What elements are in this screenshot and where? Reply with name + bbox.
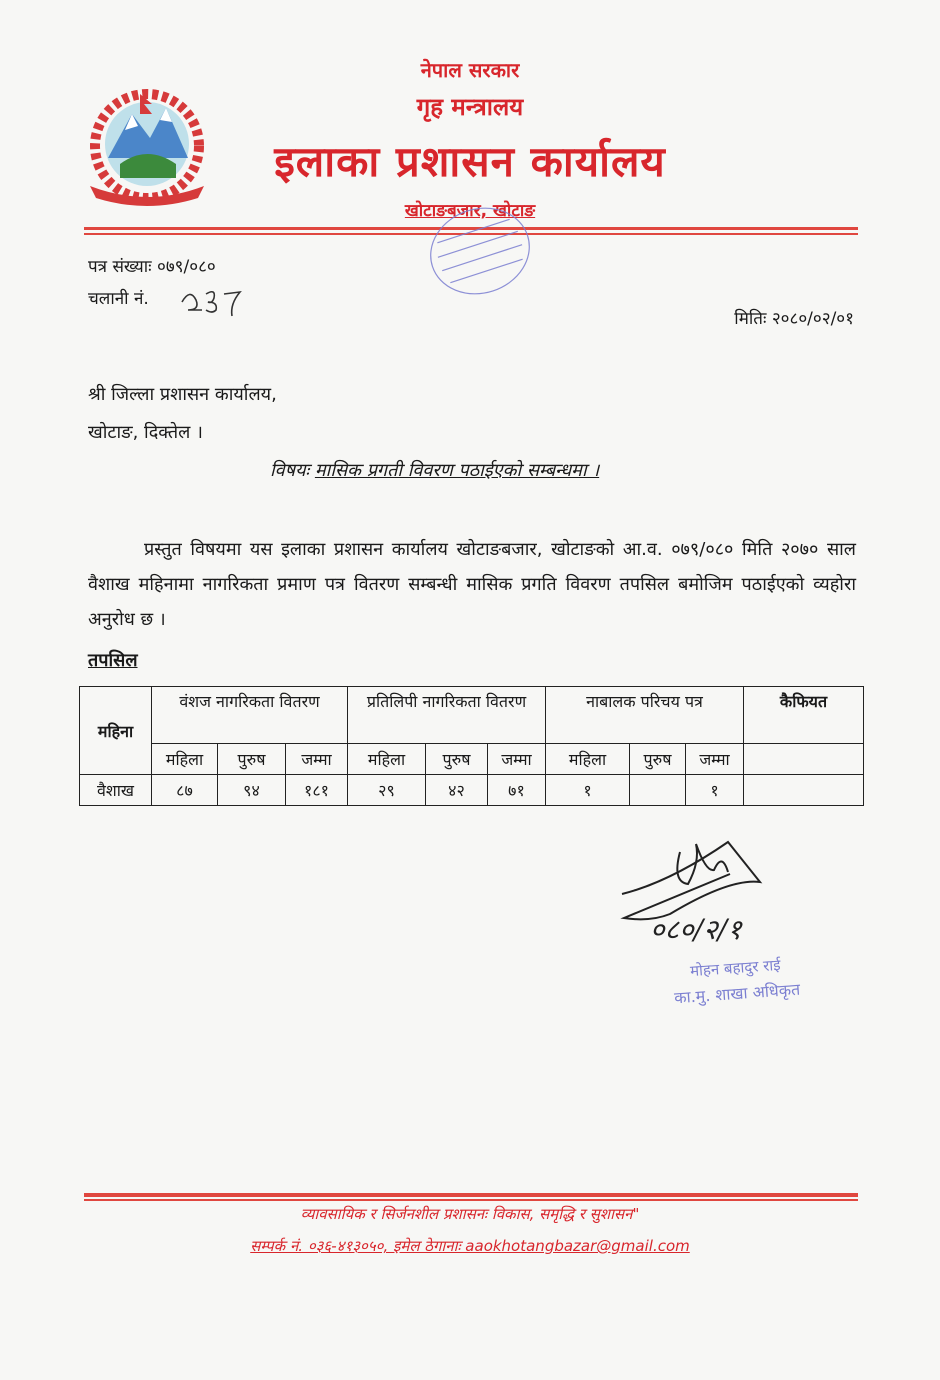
- table-cell: १८१: [286, 775, 348, 806]
- recipient-line1: श्री जिल्ला प्रशासन कार्यालय,: [88, 384, 277, 405]
- letter-number-label: पत्र संख्याः: [88, 257, 152, 277]
- letter-number: [88, 254, 216, 277]
- sub-header: पुरुष: [426, 744, 488, 775]
- office-name: इलाका प्रशासन कार्यालय: [274, 137, 666, 186]
- footer-rule: [84, 1193, 858, 1197]
- ministry-name: गृह मन्त्रालय: [416, 93, 524, 121]
- sub-header: पुरुष: [218, 744, 286, 775]
- group-header-minor-id: नाबालक परिचय पत्र: [546, 687, 744, 744]
- details-heading: तपसिल: [88, 650, 138, 671]
- sub-header: जम्मा: [686, 744, 744, 775]
- sub-header: जम्मा: [286, 744, 348, 775]
- officer-name: मोहन बहादुर राई: [689, 955, 782, 981]
- recipient-line2: खोटाङ, दिक्तेल ।: [88, 422, 203, 443]
- table-row: [80, 775, 864, 806]
- letter-body: प्रस्तुत विषयमा यस इलाका प्रशासन कार्यालय खोटाङबजार, खोटाङको आ.व. ०७९/०८० मिति २०७० साल वैशाख महिनामा नागरिकता प्रमाण पत्र वितरण सम्बन्धी मासिक प्रगति विवरण तपसिल बमोजिम पठाईएको व्यहोरा अनुरोध छ ।: [88, 539, 856, 630]
- date-value: २०८०/०२/०१: [771, 309, 854, 329]
- table-cell: १: [546, 775, 630, 806]
- table-cell: ९४: [218, 775, 286, 806]
- government-name: नेपाल सरकार: [420, 58, 520, 82]
- letter-number-value: ०७९/०८०: [156, 257, 216, 277]
- dispatch-number-label: चलानी नं.: [88, 289, 149, 309]
- date-label: मितिः: [734, 309, 767, 329]
- group-header-descent: वंशज नागरिकता वितरण: [152, 687, 348, 744]
- dispatch-number-handwritten-icon: [178, 280, 248, 320]
- table-cell: ८७: [152, 775, 218, 806]
- subject-label: विषयः: [270, 460, 310, 481]
- row-month: वैशाख: [80, 775, 152, 806]
- sub-header: महिला: [348, 744, 426, 775]
- office-location: खोटाङबजार, खोटाङ: [404, 201, 536, 221]
- table-cell: १: [686, 775, 744, 806]
- sub-header: पुरुष: [630, 744, 686, 775]
- table-cell: [630, 775, 686, 806]
- sub-header: जम्मा: [488, 744, 546, 775]
- sub-header: महिला: [152, 744, 218, 775]
- office-round-stamp-icon: [420, 196, 540, 306]
- progress-table: [79, 686, 864, 806]
- table-cell: २९: [348, 775, 426, 806]
- remarks-sub-cell: [744, 744, 864, 775]
- remarks-header: कैफियत: [744, 687, 864, 744]
- footer-slogan: व्यावसायिक र सिर्जनशील प्रशासनः विकास, समृद्धि र सुशासन": [300, 1205, 640, 1223]
- sub-header: महिला: [546, 744, 630, 775]
- dispatch-number: [88, 286, 149, 309]
- signature-date: ०८०/२/१: [650, 913, 742, 946]
- subject-line: [270, 458, 599, 482]
- table-cell: ७१: [488, 775, 546, 806]
- officer-title: का.मु. शाखा अधिकृत: [673, 979, 801, 1008]
- footer-rule-thin: [84, 1199, 858, 1201]
- footer-contact: सम्पर्क नं. ०३६-४१३०५०, इमेल ठेगानाः aaokhotangbazar@gmail.com: [250, 1237, 690, 1255]
- group-header-copy: प्रतिलिपी नागरिकता वितरण: [348, 687, 546, 744]
- subject-value: मासिक प्रगती विवरण पठाईएको सम्बन्धमा ।: [314, 460, 600, 481]
- table-cell: ४२: [426, 775, 488, 806]
- letter-date: [640, 306, 854, 329]
- row-remarks: [744, 775, 864, 806]
- month-header: महिना: [80, 687, 152, 775]
